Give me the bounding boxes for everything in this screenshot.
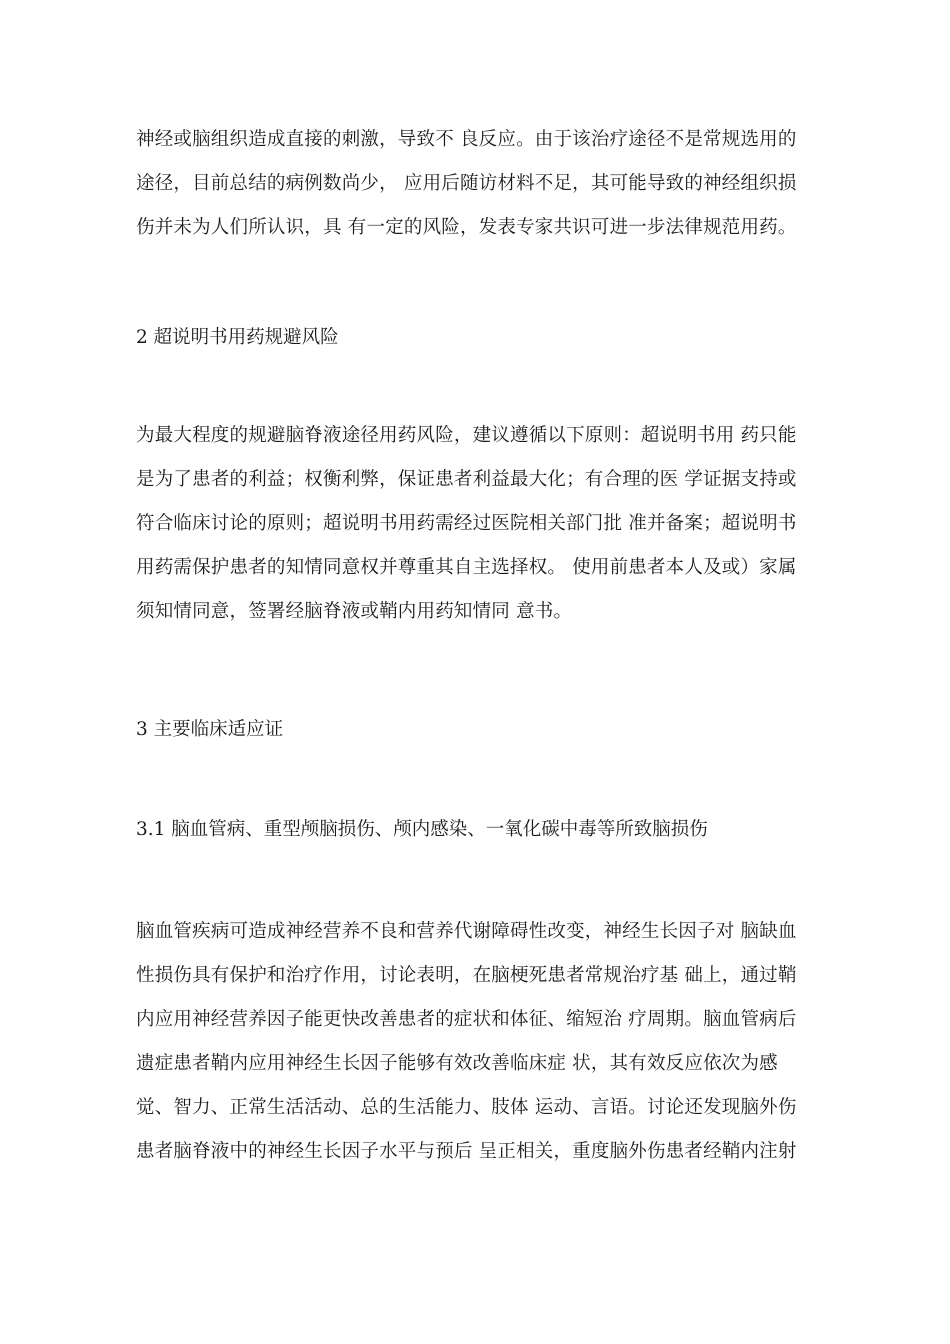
paragraph-adverse-reaction (136, 118, 836, 250)
paragraph-line: 觉、智力、正常生活活动、总的生活能力、肢体 运动、言语。讨论还发现脑外伤 (136, 1097, 797, 1118)
paragraph-line: 用药需保护患者的知情同意权并尊重其自主选择权。 使用前患者本人及或）家属 (136, 557, 797, 578)
section-heading-2 (136, 316, 836, 360)
paragraph-line: 性损伤具有保护和治疗作用，讨论表明，在脑梗死患者常规治疗基 础上，通过鞘 (136, 965, 797, 986)
paragraph-line: 为最大程度的规避脑脊液途径用药风险，建议遵循以下原则：超说明书用 药只能 (136, 425, 797, 446)
paragraph-line: 患者脑脊液中的神经生长因子水平与预后 呈正相关，重度脑外伤患者经鞘内注射 (136, 1141, 797, 1162)
paragraph-line: 脑血管疾病可造成神经营养不良和营养代谢障碍性改变，神经生长因子对 脑缺血 (136, 921, 797, 942)
paragraph-line: 途径，目前总结的病例数尚少， 应用后随访材料不足，其可能导致的神经组织损 (136, 173, 797, 194)
heading-text: 2 超说明书用药规避风险 (136, 327, 339, 348)
heading-text: 3 主要临床适应证 (136, 719, 284, 740)
subsection-heading-3-1 (136, 808, 836, 852)
paragraph-line: 符合临床讨论的原则；超说明书用药需经过医院相关部门批 准并备案；超说明书 (136, 513, 797, 534)
heading-text: 3.1 脑血管病、重型颅脑损伤、颅内感染、一氧化碳中毒等所致脑损伤 (136, 819, 708, 840)
paragraph-line: 遗症患者鞘内应用神经生长因子能够有效改善临床症 状，其有效反应依次为感 (136, 1053, 778, 1074)
paragraph-risk-principles (136, 414, 836, 634)
paragraph-line: 内应用神经营养因子能更快改善患者的症状和体征、缩短治 疗周期。脑血管病后 (136, 1009, 797, 1030)
paragraph-line: 神经或脑组织造成直接的刺激，导致不 良反应。由于该治疗途径不是常规选用的 (136, 129, 797, 150)
paragraph-cerebrovascular (136, 910, 836, 1174)
section-heading-3 (136, 708, 836, 752)
paragraph-line: 是为了患者的利益；权衡利弊，保证患者利益最大化；有合理的医 学证据支持或 (136, 469, 797, 490)
paragraph-line: 须知情同意，签署经脑脊液或鞘内用药知情同 意书。 (136, 601, 573, 622)
paragraph-line: 伤并未为人们所认识，具 有一定的风险，发表专家共识可进一步法律规范用药。 (136, 217, 797, 238)
